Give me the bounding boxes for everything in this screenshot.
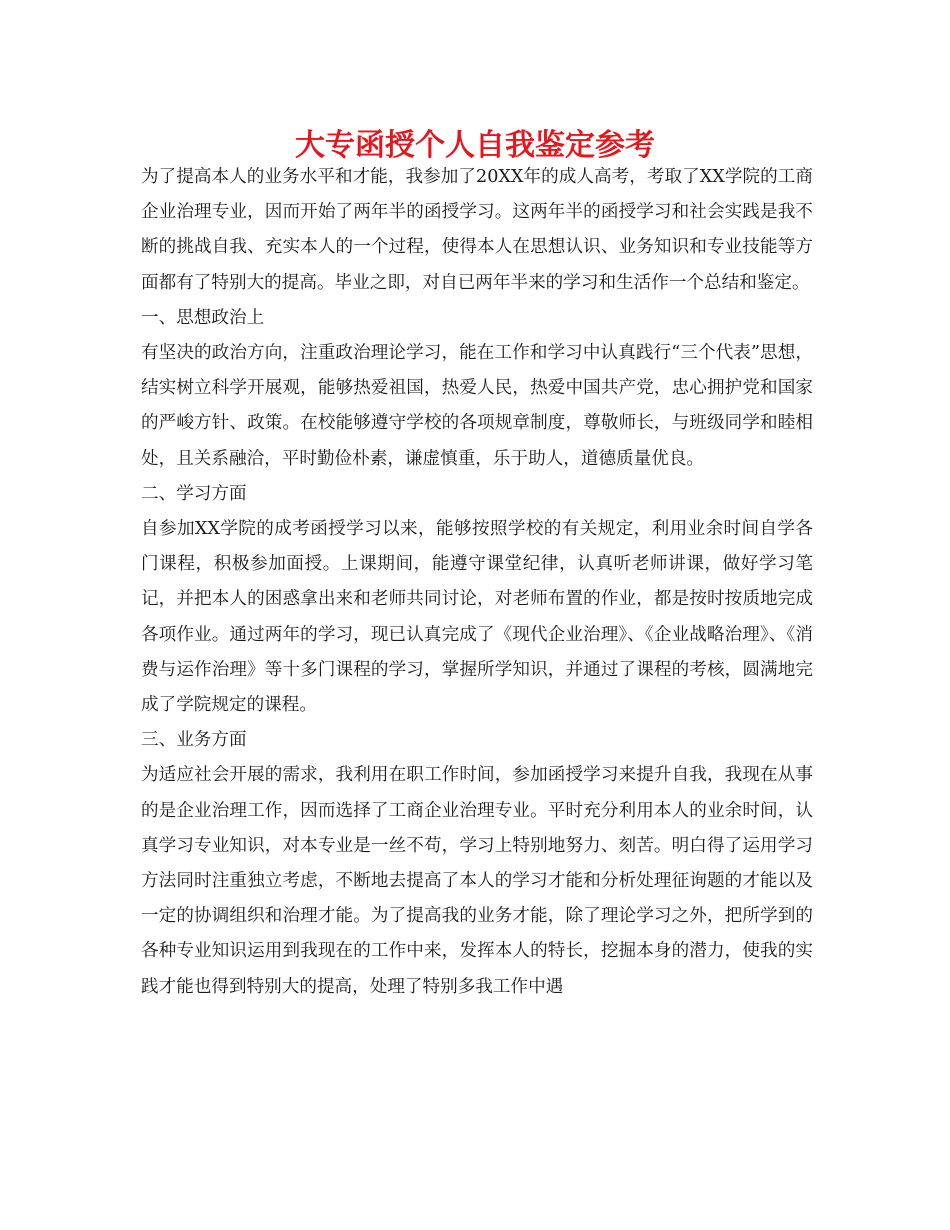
section-heading-political: 一、思想政治上 [141,307,265,328]
document-title: 大专函授个人自我鉴定参考 [295,128,655,163]
section-heading-study: 二、学习方面 [141,483,247,504]
paragraph-political: 有坚决的政治方向，注重政治理论学习，能在工作和学习中认真践行“三个代表”思想，结实树立科学开展观，能够热爱祖国，热爱人民，热爱中国共产党，忠心拥护党和国家的严峻方针、政策。在校能够遵守学校的各项规章制度，尊敬师长，与班级同学和睦相处，且关系融洽，平时勤俭朴素，谦虚慎重，乐于助人，道德质量优良。 [141,343,813,469]
document-body [141,160,813,1005]
paragraph-intro: 为了提高本人的业务水平和才能，我参加了20XX年的成人高考，考取了XX学院的工商企业治理专业，因而开始了两年半的函授学习。这两年半的函授学习和社会实践是我不断的挑战自我、充实本人的一个过程，使得本人在思想认识、业务知识和专业技能等方面都有了特别大的提高。毕业之即，对自已两年半来的学习和生活作一个总结和鉴定。 [141,167,813,293]
section-heading-business: 三、业务方面 [141,730,247,751]
paragraph-study: 自参加XX学院的成考函授学习以来，能够按照学校的有关规定，利用业余时间自学各门课程，积极参加面授。上课期间，能遵守课堂纪律，认真听老师讲课，做好学习笔记，并把本人的困惑拿出来和老师共同讨论，对老师布置的作业，都是按时按质地完成各项作业。通过两年的学习，现已认真完成了《现代企业治理》、《企业战略治理》、《消费与运作治理》等十多门课程的学习，掌握所学知识，并通过了课程的考核，圆满地完成了学院规定的课程。 [141,519,813,716]
paragraph-business: 为适应社会开展的需求，我利用在职工作时间，参加函授学习来提升自我，我现在从事的是企业治理工作，因而选择了工商企业治理专业。平时充分利用本人的业余时间，认真学习专业知识，对本专业是一丝不苟，学习上特别地努力、刻苦。明白得了运用学习方法同时注重独立考虑，不断地去提高了本人的学习才能和分析处理征询题的才能以及一定的协调组织和治理才能。为了提高我的业务才能，除了理论学习之外，把所学到的各种专业知识运用到我现在的工作中来，发挥本人的特长，挖掘本身的潜力，使我的实践才能也得到特别大的提高，处理了特别多我工作中遇 [141,765,813,997]
